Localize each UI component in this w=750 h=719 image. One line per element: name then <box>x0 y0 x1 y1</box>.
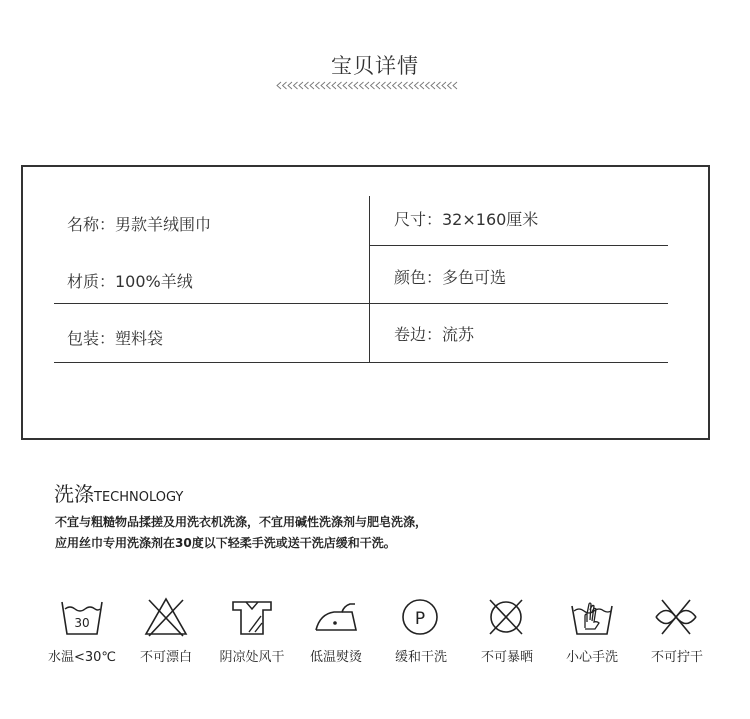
spec-row-line-3 <box>54 362 668 363</box>
no-tumble-dry-icon <box>483 596 529 638</box>
svg-text:P: P <box>414 609 426 629</box>
wash-30-icon <box>59 596 105 638</box>
spec-name: 名称：男款羊绒围巾 <box>67 215 212 234</box>
spec-size: 尺寸：32×160厘米 <box>394 210 539 229</box>
washing-title: 洗涤 <box>54 482 94 506</box>
care-label-dry-clean: 缓和干洗 <box>394 650 447 665</box>
washing-heading <box>54 478 183 507</box>
no-bleach-icon <box>143 596 189 638</box>
spec-color: 颜色：多色可选 <box>394 268 507 287</box>
care-label-low-iron: 低温熨烫 <box>309 650 362 665</box>
svg-text:30: 30 <box>74 616 90 630</box>
shade-dry-icon <box>229 596 275 638</box>
dry-clean-p-icon <box>397 596 443 638</box>
spec-row-line-2 <box>54 303 668 304</box>
care-label-hand-wash: 小心手洗 <box>565 650 618 665</box>
spec-row-line-1 <box>369 245 668 246</box>
washing-note-line-1: 不宜与粗糙物品揉搓及用洗衣机洗涤，不宜用碱性洗涤剂与肥皂洗涤， <box>55 515 428 529</box>
spec-edge: 卷边：流苏 <box>394 325 475 344</box>
care-label-water-temp: 水温<30℃ <box>47 650 117 665</box>
spec-material: 材质：100%羊绒 <box>67 272 193 291</box>
washing-title-en: TECHNOLOGY <box>94 490 184 505</box>
low-iron-icon <box>312 596 358 638</box>
care-label-no-bleach: 不可漂白 <box>139 650 192 665</box>
washing-note-line-2: 应用丝巾专用洗涤剂在30度以下轻柔手洗或送干洗店缓和干洗。 <box>55 536 396 550</box>
hand-wash-icon <box>569 596 615 638</box>
spec-divider-vertical <box>369 196 370 363</box>
page-title: 宝贝详情 <box>331 54 419 78</box>
no-wring-icon <box>653 596 699 638</box>
care-label-no-sun: 不可暴晒 <box>480 650 533 665</box>
title-ornament <box>276 81 460 90</box>
care-label-shade-dry: 阴凉处风干 <box>219 650 285 665</box>
care-label-no-wring: 不可拧干 <box>650 650 703 665</box>
spec-packaging: 包装：塑料袋 <box>67 329 164 348</box>
